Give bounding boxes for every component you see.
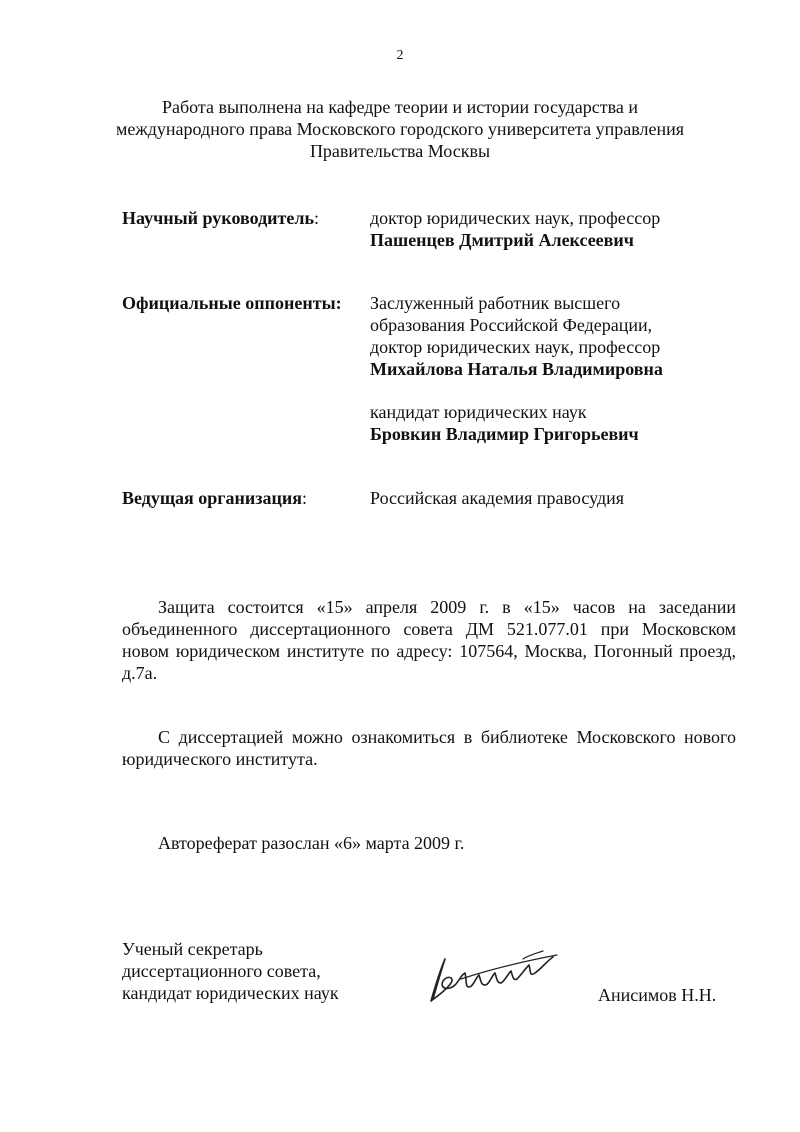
- secretary-title: Ученый секретарь: [122, 939, 263, 959]
- opponent-1-line-3: доктор юридических наук, профессор: [370, 337, 661, 357]
- defense-paragraph: Защита состоится «15» апреля 2009 г. в «15» часов на заседании объединенного диссертационного совета ДМ 521.077.01 при Московском новом юридическом институте по адресу: 107564, Москва, Погонный проезд, д.7а.: [122, 597, 736, 683]
- supervisor-name: Пашенцев Дмитрий Алексеевич: [370, 230, 634, 250]
- library-paragraph: С диссертацией можно ознакомиться в библиотеке Московского нового юридического института.: [122, 727, 736, 769]
- supervisor-value: [370, 207, 740, 251]
- dispatch-paragraph: Автореферат разослан «6» марта 2009 г.: [158, 833, 465, 853]
- leading-org-value: [370, 487, 740, 509]
- leading-org-name: Российская академия правосудия: [370, 488, 625, 508]
- supervisor-label-wrap: [122, 207, 319, 229]
- page-heading: [100, 96, 700, 162]
- leading-org-label-wrap: [122, 487, 307, 509]
- secretary-block: [122, 938, 339, 1004]
- leading-org-label-colon: :: [301, 488, 307, 508]
- page-number: 2: [396, 48, 404, 63]
- supervisor-label: Научный руководитель: [122, 208, 314, 228]
- heading-line-3: Правительства Москвы: [309, 141, 491, 161]
- opponent-2-name: Бровкин Владимир Григорьевич: [370, 424, 639, 444]
- secretary-name: Анисимов Н.Н.: [598, 985, 717, 1005]
- leading-org-label: Ведущая организация: [122, 488, 302, 508]
- opponent-1-line-1: Заслуженный работник высшего: [370, 293, 621, 313]
- signature-stroke-1: [431, 957, 553, 1001]
- opponent-2: [370, 401, 740, 445]
- opponents-label: Официальные оппоненты:: [122, 293, 342, 313]
- supervisor-degree: доктор юридических наук, профессор: [370, 208, 661, 228]
- handwritten-signature: [425, 945, 565, 1007]
- secretary-council: диссертационного совета,: [122, 961, 321, 981]
- secretary-degree: кандидат юридических наук: [122, 983, 339, 1003]
- heading-line-1: Работа выполнена на кафедре теории и истории государства и: [161, 97, 638, 117]
- heading-line-2: международного права Московского городского университета управления: [115, 119, 685, 139]
- opponent-1-line-2: образования Российской Федерации,: [370, 315, 653, 335]
- opponent-1: [370, 292, 740, 380]
- opponent-2-line-1: кандидат юридических наук: [370, 402, 587, 422]
- opponent-1-name: Михайлова Наталья Владимировна: [370, 359, 663, 379]
- supervisor-label-colon: :: [314, 208, 320, 228]
